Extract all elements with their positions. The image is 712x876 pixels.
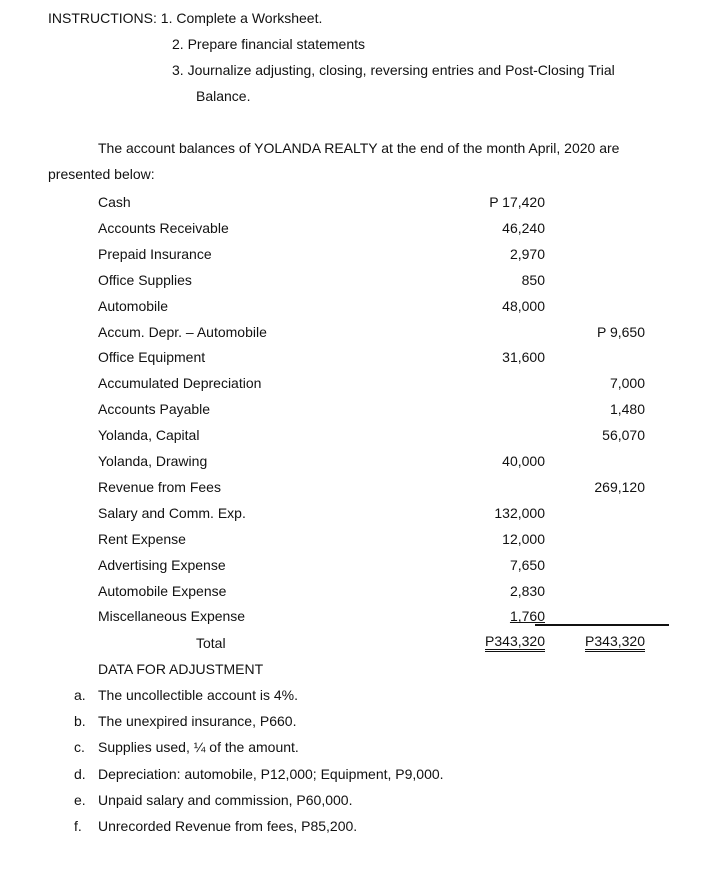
instruction-item: 3. Journalize adjusting, closing, reversing entries and Post-Closing Trial [172, 62, 615, 78]
account-credit: 7,000 [609, 375, 645, 392]
account-name: Automobile Expense [98, 582, 227, 599]
account-name: Accounts Payable [98, 401, 211, 418]
account-debit: 40,000 [502, 453, 545, 469]
account-name: Accumulated Depreciation [98, 375, 262, 392]
account-debit: 132,000 [494, 504, 545, 521]
account-name: Miscellaneous Expense [98, 608, 246, 625]
account-name: Accum. Depr. – Automobile [98, 323, 267, 340]
adjustment-letter: d. [74, 765, 86, 782]
account-name: Revenue from Fees [98, 478, 221, 495]
account-debit: 2,970 [509, 245, 545, 262]
account-debit: 850 [521, 271, 545, 288]
adjustment-text: The uncollectible account is 4%. [98, 687, 298, 703]
account-name: Office Supplies [98, 271, 192, 288]
account-credit: 269,120 [594, 478, 645, 495]
account-credit: 56,070 [602, 427, 645, 444]
total-label: Total [196, 635, 226, 651]
account-debit: 48,000 [502, 297, 545, 314]
account-name: Advertising Expense [98, 556, 226, 573]
account-name: Salary and Comm. Exp. [98, 504, 246, 521]
account-credit: P 9,650 [596, 323, 645, 340]
account-name: Yolanda, Capital [98, 427, 200, 444]
account-debit: 46,240 [502, 219, 545, 236]
adjustments-title: DATA FOR ADJUSTMENT [98, 661, 264, 677]
account-debit: 2,830 [509, 582, 545, 599]
intro-text: The account balances of YOLANDA REALTY at the end of the month April, 2020 are [98, 140, 620, 156]
account-name: Rent Expense [98, 530, 186, 547]
adjustment-text: Unpaid salary and commission, P60,000. [98, 791, 353, 808]
total-rule [535, 624, 669, 626]
account-debit: 7,650 [509, 556, 545, 573]
instructions-title: INSTRUCTIONS: 1. Complete a Worksheet. [48, 10, 323, 26]
account-name: Cash [98, 194, 131, 210]
adjustment-letter: b. [74, 713, 86, 730]
instruction-item: Balance. [196, 88, 251, 104]
account-name: Prepaid Insurance [98, 245, 212, 262]
account-debit: 1,760 [509, 608, 545, 625]
adjustment-letter: f. [74, 818, 82, 834]
total-credit: P343,320 [585, 634, 645, 652]
account-debit: 31,600 [502, 349, 545, 366]
adjustment-letter: c. [74, 739, 85, 756]
account-debit: 12,000 [502, 530, 545, 547]
account-name: Accounts Receivable [98, 219, 229, 236]
account-credit: 1,480 [609, 401, 645, 418]
adjustment-letter: e. [74, 791, 86, 808]
account-debit: P 17,420 [489, 194, 545, 210]
account-name: Yolanda, Drawing [98, 453, 208, 469]
intro-text: presented below: [48, 166, 155, 182]
total-debit: P343,320 [485, 634, 545, 652]
instruction-item: 2. Prepare financial statements [172, 36, 365, 52]
adjustment-text: Supplies used, ¼ of the amount. [98, 739, 299, 756]
account-name: Automobile [98, 297, 169, 314]
adjustment-text: Depreciation: automobile, P12,000; Equipment, P9,000. [98, 765, 444, 782]
adjustment-text: The unexpired insurance, P660. [98, 713, 297, 730]
adjustment-letter: a. [74, 687, 86, 703]
account-name: Office Equipment [98, 349, 206, 366]
adjustment-text: Unrecorded Revenue from fees, P85,200. [98, 818, 358, 834]
